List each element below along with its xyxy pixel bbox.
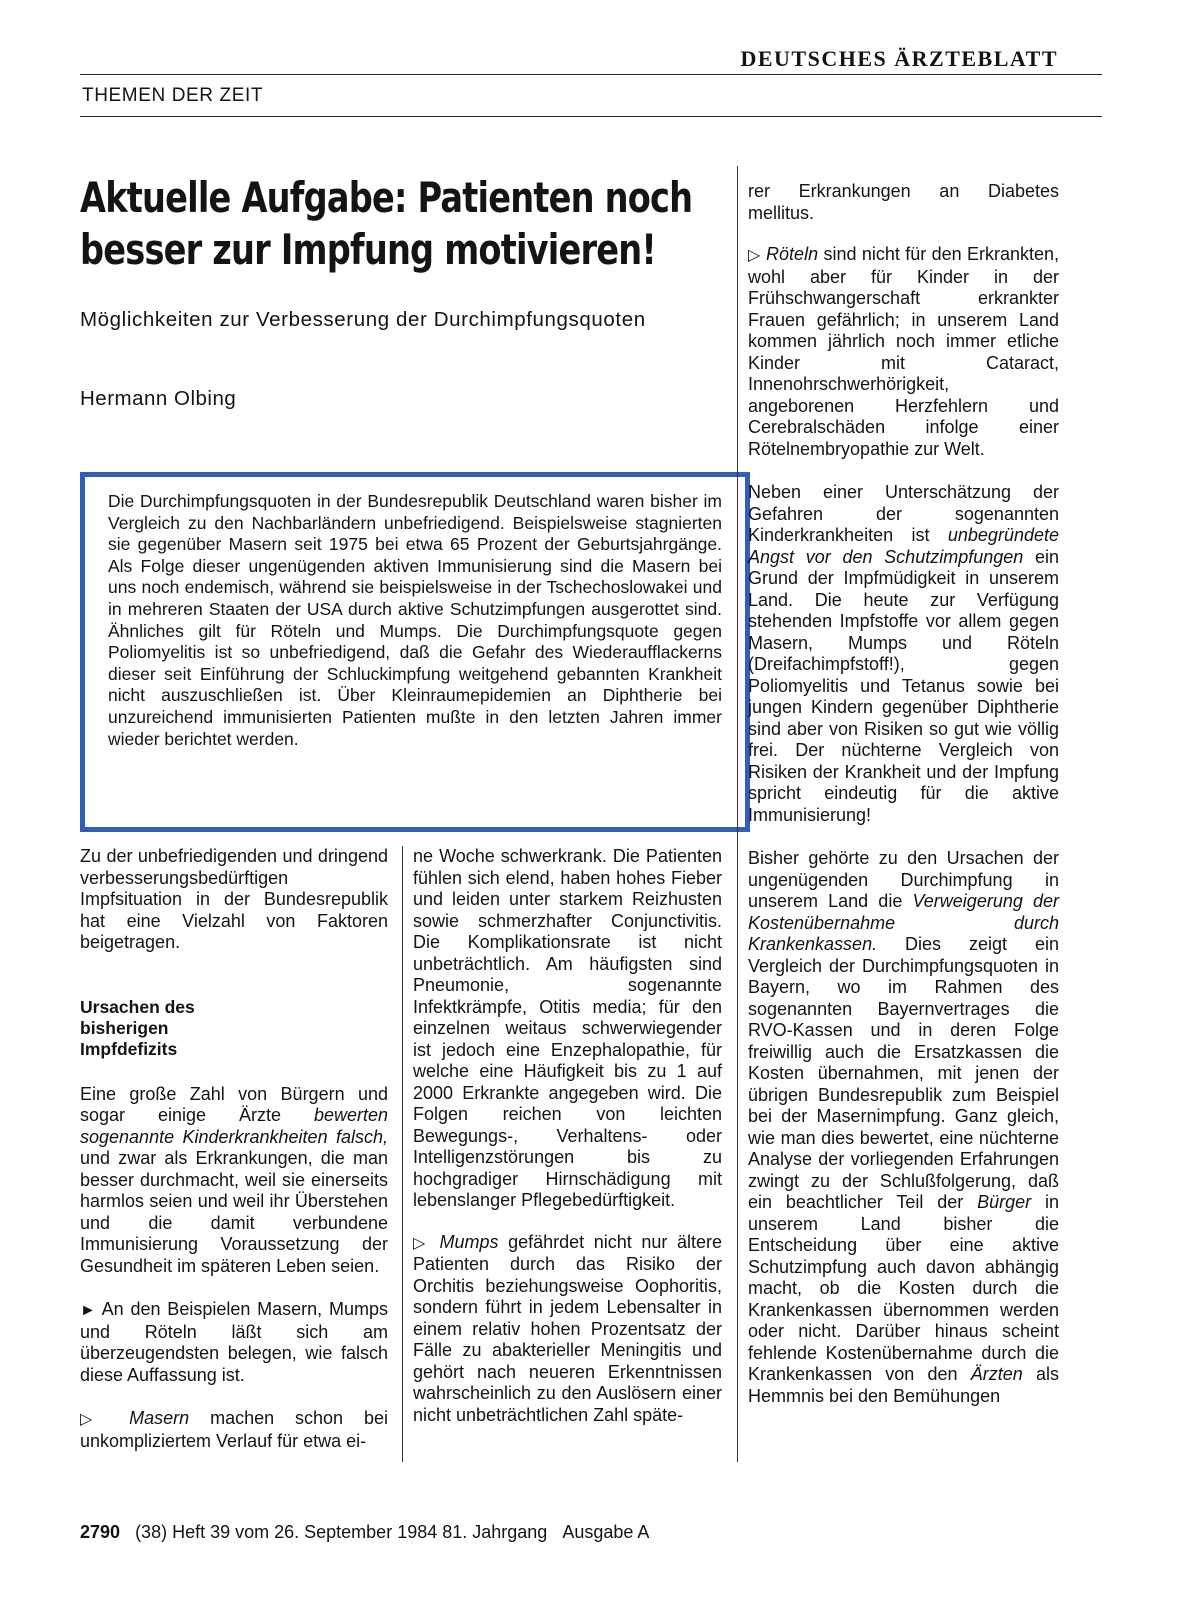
col2-paragraph-mumps: ▷ Mumps gefährdet nicht nur ältere Patienten durch das Risiko der Orchitis beziehungsweise Oophoritis, sondern führt in jedem Lebensalter in einem relativ hohen Prozentsatz der Fälle zu abakterieller Meningitis und gehört nach neueren Erkenntnissen wahrscheinlich zu den Auslösern einer nicht unbeträchtlichen Zahl späte- [413, 1231, 722, 1425]
triangle-icon: ▷ [748, 247, 761, 264]
col2-paragraph-1: ne Woche schwerkrank. Die Patienten fühlen sich elend, haben hohes Fieber und leiden unter starkem Reizhusten sowie schmerzhafter Conjunctivitis. Die Komplikationsrate ist nicht unbeträchtlich. Am häufigsten sind Pneumonie, sogenannte Infektkrämpfe, Otitis media; für den einzelnen weitaus schwerwiegender ist jedoch eine Enzephalopathie, für welche eine Häufigkeit bis zu 1 auf 2000 Erkrankte angegeben wird. Die Folgen reichen von leichten Bewegungs-, Verhaltens- oder Intelligenzstörungen bis zu hochgradiger Hirnschädigung mit lebenslanger Pflegebedürftigkeit. [413, 846, 722, 1210]
headline [80, 172, 693, 276]
col3-paragraph-4: Bisher gehörte zu den Ursachen der ungenügenden Durchimpfung in unserem Land die Verweigerung der Kostenübernahme durch Krankenkassen. Dies zeigt ein Vergleich der Durchimpfungsquoten in Bayern, wo im Rahmen des sogenannten Bayernvertrages die RVO-Kassen und in deren Folge freiwillig auch die Ersatzkassen die Kosten übernahmen, mit jenen der übrigen Bundesrepublik zum Beispiel bei der Masernimpfung. Ganz gleich, wie man dies bewertet, eine nüchterne Analyse der vorliegenden Erfahrungen zwingt zu der Schlußfolgerung, daß ein beachtlicher Teil der Bürger in unserem Land bisher die Entscheidung über eine aktive Schutzimpfung auch davon abhängig macht, ob die Kosten durch die Krankenkassen übernommen werden oder nicht. Darüber hinaus scheint fehlende Kostenübernahme durch die Krankenkassen von den Ärzten als Hemmnis bei den Bemühungen [748, 848, 1060, 1406]
col1-paragraph-2: Eine große Zahl von Bürgern und sogar einige Ärzte bewerten sogenannte Kinderkrankheiten falsch, und zwar als Erkrankungen, die man besser durchmacht, weil sie einerseits harmlos seien und weil ihr Überstehen und die damit verbundene Immunisierung Voraussetzung der Gesundheit im späteren Leben seien. [80, 1083, 388, 1276]
author: Hermann Olbing [80, 387, 237, 410]
col1-paragraph-3: ► An den Beispielen Masern, Mumps und Röteln läßt sich am überzeugendsten belegen, wie falsch diese Auffassung ist. [80, 1299, 388, 1385]
section-label: THEMEN DER ZEIT [82, 85, 264, 106]
subtitle: Möglichkeiten zur Verbesserung der Durchimpfungsquoten [80, 308, 646, 331]
col3-paragraph-3: Neben einer Unterschätzung der Gefahren der sogenannten Kinderkrankheiten ist unbegründete Angst vor den Schutzimpfungen ein Grund der Impfmüdigkeit in unserem Land. Die heute zur Verfügung stehenden Impfstoffe vor allem gegen Masern, Mumps und Röteln (Dreifachimpfstoff!), gegen Poliomyelitis und Tetanus sowie bei jungen Kindern gegenüber Diphtherie sind aber von Risiken so gut wie völlig frei. Der nüchterne Vergleich von Risiken der Krankheit und der Impfung spricht eindeutig für die aktive Immunisierung! [748, 482, 1059, 825]
triangle-icon: ▷ [413, 1234, 430, 1252]
col3-paragraph-1: rer Erkrankungen an Diabetes mellitus. [748, 181, 1059, 223]
header-rule [80, 116, 1102, 117]
masthead-rule [80, 74, 1102, 75]
triangle-icon: ▷ [80, 1411, 109, 1428]
abstract-box [80, 472, 750, 832]
section-heading: Ursachen des bisherigen Impfdefizits [80, 996, 195, 1059]
col1-intro: Zu der unbefriedigenden und dringend verbesserungsbedürftigen Impfsituation in der Bundesrepublik hat eine Vielzahl von Faktoren beigetragen. [80, 846, 388, 952]
col3-paragraph-roeteln: ▷ Röteln sind nicht für den Erkrankten, wohl aber für Kinder in der Frühschwangerschaft erkrankter Frauen gefährlich; in unserem Land kommen jährlich noch immer etliche Kinder mit Cataract, Innenohrschwerhörigkeit, angeborenen Herzfehlern und Cerebralschäden infolge einer Rötelnembryopathie zur Welt. [748, 244, 1059, 459]
masthead: DEUTSCHES ÄRZTEBLATT [740, 46, 1058, 71]
column-rule-left [402, 846, 403, 1462]
issue-info: (38) Heft 39 vom 26. September 1984 81. Jahrgang [135, 1522, 548, 1542]
abstract-text: Die Durchimpfungsquoten in der Bundesrepublik Deutschland waren bisher im Vergleich zu den Nachbarländern unbefriedigend. Beispielsweise stagnierten sie gegenüber Masern seit 1975 bei etwa 65 Prozent der Geburtsjahrgänge. Als Folge dieser ungenügenden aktiven Immunisierung sind die Masern bei uns noch endemisch, während sie beispielsweise in der Tschechoslowakei und in mehreren Staaten der USA durch aktive Schutzimpfungen ausgerottet sind. Ähnliches gilt für Röteln und Mumps. Die Durchimpfungsquote gegen Poliomyelitis ist so unbefriedigend, daß die Gefahr des Wiederaufflackerns dieser seit Einführung der Schluckimpfung weitgehend gebannten Krankheit nicht auszuschließen ist. Über Kleinraumepidemien an Diphtherie bei unzureichend immunisierten Patienten mußte in den letzten Jahren immer wieder berichtet werden. [108, 491, 722, 749]
edition-label: Ausgabe A [562, 1522, 650, 1542]
column-2 [413, 846, 722, 1426]
page-number: 2790 [80, 1522, 121, 1542]
headline-line-1: Aktuelle Aufgabe: Patienten noch [80, 173, 693, 222]
column-1 [80, 846, 388, 1452]
bullet-icon: ► [80, 1302, 96, 1319]
folio [80, 1521, 649, 1543]
column-rule-right [737, 166, 738, 1462]
column-3 [748, 181, 1059, 1407]
col1-paragraph-masern: ▷ Masern machen schon bei unkompliziertem Verlauf für etwa ei- [80, 1408, 388, 1451]
headline-line-2: besser zur Impfung motivieren! [80, 225, 656, 274]
